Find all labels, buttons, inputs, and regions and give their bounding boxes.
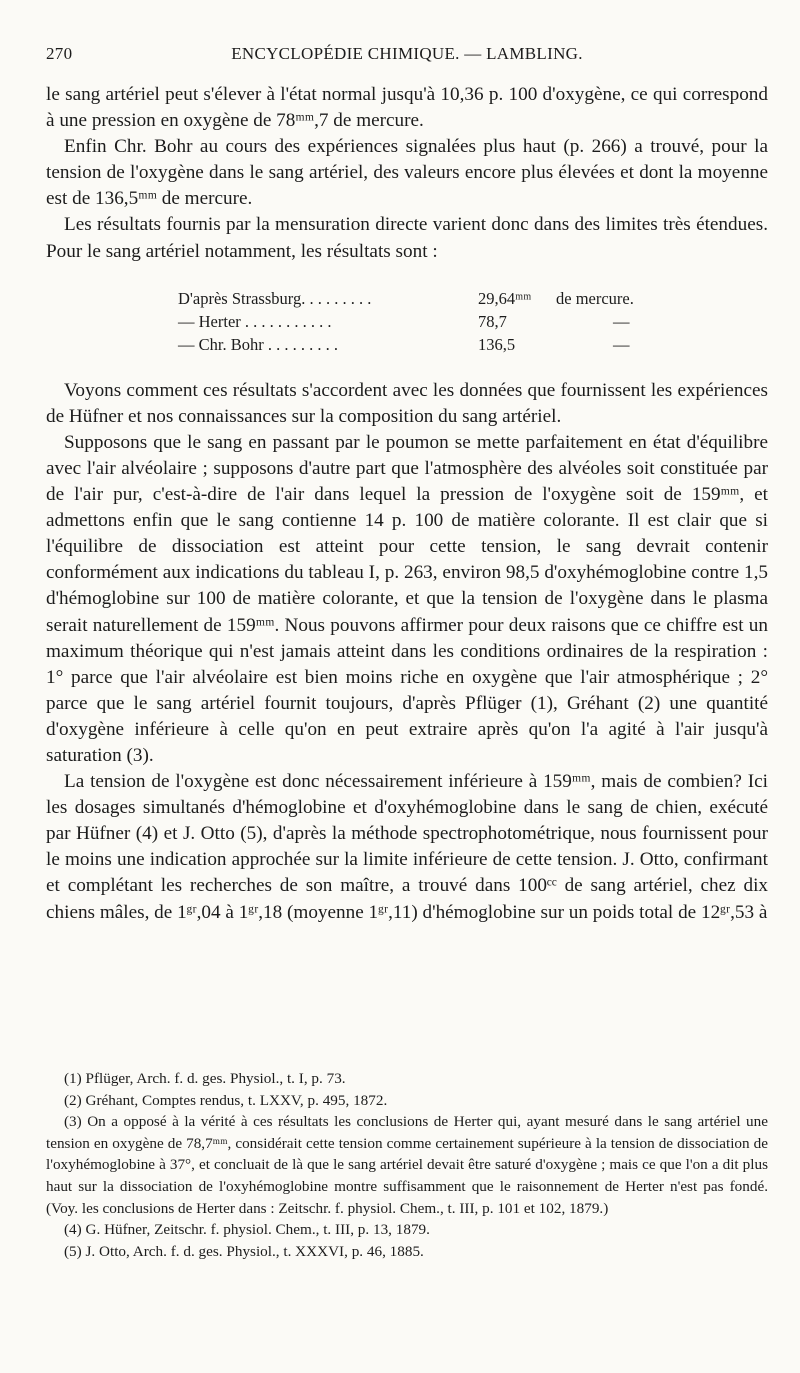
- table-row: [178, 333, 648, 356]
- footnote: (1) Pflüger, Arch. f. d. ges. Physiol., t. I, p. 73.: [64, 1070, 346, 1087]
- paragraph: Les résultats fournis par la mensuration directe varient donc dans des limites très étendues. Pour le sang artériel notamment, les résultats sont :: [46, 214, 768, 262]
- paragraph: Supposons que le sang en passant par le poumon se mette parfaitement en état d'équilibre avec l'air alvéolaire ; supposons d'autre part que l'atmosphère des alvéoles soit constituée par de l'air pur, c'est-à-dire de l'air dans lequel la pression de l'oxygène soit de 159ᵐᵐ, et admettons enfin que le sang contienne 14 p. 100 de matière colorante. Il est clair que si l'équilibre de dissociation est atteint pour cette tension, le sang devrait contenir conformément aux indications du tableau I, p. 263, environ 98,5 d'oxyhémoglobine contre 1,5 d'hémoglobine sur 100 de matière colorante, et que la tension de l'oxygène dans le plasma serait naturellement de 159ᵐᵐ. Nous pouvons affirmer pour deux raisons que ce chiffre est un maximum théorique qui n'est jamais atteint dans les conditions ordinaires de la respiration : 1° parce que l'air alvéolaire est bien moins riche en oxygène que l'air atmosphérique ; 2° parce que le sang artériel fournit toujours, d'après Pflüger (1), Gréhant (2) une quantité d'oxygène inférieure à celle qu'on en peut extraire après qu'on l'a agité à l'air jusqu'à saturation (3).: [46, 431, 768, 766]
- footnote: (2) Gréhant, Comptes rendus, t. LXXV, p. 495, 1872.: [64, 1091, 388, 1109]
- paragraph: le sang artériel peut s'élever à l'état normal jusqu'à 10,36 p. 100 d'oxygène, ce qui correspond à une pression en oxygène de 78ᵐᵐ,7 de mercure.: [46, 84, 768, 132]
- table-source: — Herter . . . . . . . . . . .: [178, 311, 332, 331]
- table-value: 136,5: [478, 334, 516, 354]
- footnote: (3) On a opposé à la vérité à ces résultats les conclusions de Herter qui, ayant mesuré dans le sang artériel une tension en oxygène de 78,7ᵐᵐ, considérait cette tension comme certainement supérieure à la tension de dissociation de l'oxyhémoglobine à 37°, et concluait de là que le sang artériel devait être saturé d'oxygène ; mais ce que l'on a dit plus haut sur la dissociation de l'oxyhémoglobine montre suffisamment que le raisonnement de Herter n'est pas fondé. (Voy. les conclusions de Herter dans : Zeitschr. f. physiol. Chem., t. III, p. 101 et 102, 1879.): [46, 1113, 768, 1217]
- footnote: (4) G. Hüfner, Zeitschr. f. physiol. Chem., t. III, p. 13, 1879.: [64, 1221, 430, 1239]
- table-source: — Chr. Bohr . . . . . . . . .: [178, 334, 338, 354]
- footnote: (5) J. Otto, Arch. f. d. ges. Physiol., t. XXXVI, p. 46, 1885.: [64, 1242, 424, 1260]
- main-text: [46, 82, 768, 926]
- table-unit: de mercure.: [556, 288, 634, 308]
- table-value: 78,7: [478, 311, 507, 331]
- footnotes: [46, 1068, 768, 1262]
- results-table: [178, 287, 648, 356]
- page-number: 270: [46, 44, 73, 63]
- table-value: 29,64ᵐᵐ: [478, 288, 532, 308]
- paragraph: Enfin Chr. Bohr au cours des expériences signalées plus haut (p. 266) a trouvé, pour la tension de l'oxygène dans le sang artériel, des valeurs encore plus élevées et dont la moyenne est de 136,5ᵐᵐ de mercure.: [46, 136, 768, 210]
- table-row: [178, 287, 648, 310]
- table-source: D'après Strassburg. . . . . . . . .: [178, 288, 372, 308]
- page-header: [46, 44, 768, 74]
- paragraph: La tension de l'oxygène est donc nécessairement inférieure à 159ᵐᵐ, mais de combien? Ici les dosages simultanés d'hémoglobine et d'oxyhémoglobine dans le sang de chien, exécuté par Hüfner (4) et J. Otto (5), d'après la méthode spectrophotométrique, nous fournissent pour le moins une indication approchée sur la limite inférieure de cette tension. J. Otto, confirmant et complétant les recherches de son maître, a trouvé dans 100ᶜᶜ de sang artériel, chez dix chiens mâles, de 1ᵍʳ,04 à 1ᵍʳ,18 (moyenne 1ᵍʳ,11) d'hémoglobine sur un poids total de 12ᵍʳ,53 à: [46, 771, 768, 923]
- table-row: [178, 310, 648, 333]
- running-title: ENCYCLOPÉDIE CHIMIQUE. — LAMBLING.: [231, 44, 583, 63]
- table-ditto-dash: —: [613, 311, 630, 331]
- paragraph: Voyons comment ces résultats s'accordent avec les données que fournissent les expériences de Hüfner et nos connaissances sur la composition du sang artériel.: [46, 379, 768, 427]
- table-ditto-dash: —: [613, 334, 630, 354]
